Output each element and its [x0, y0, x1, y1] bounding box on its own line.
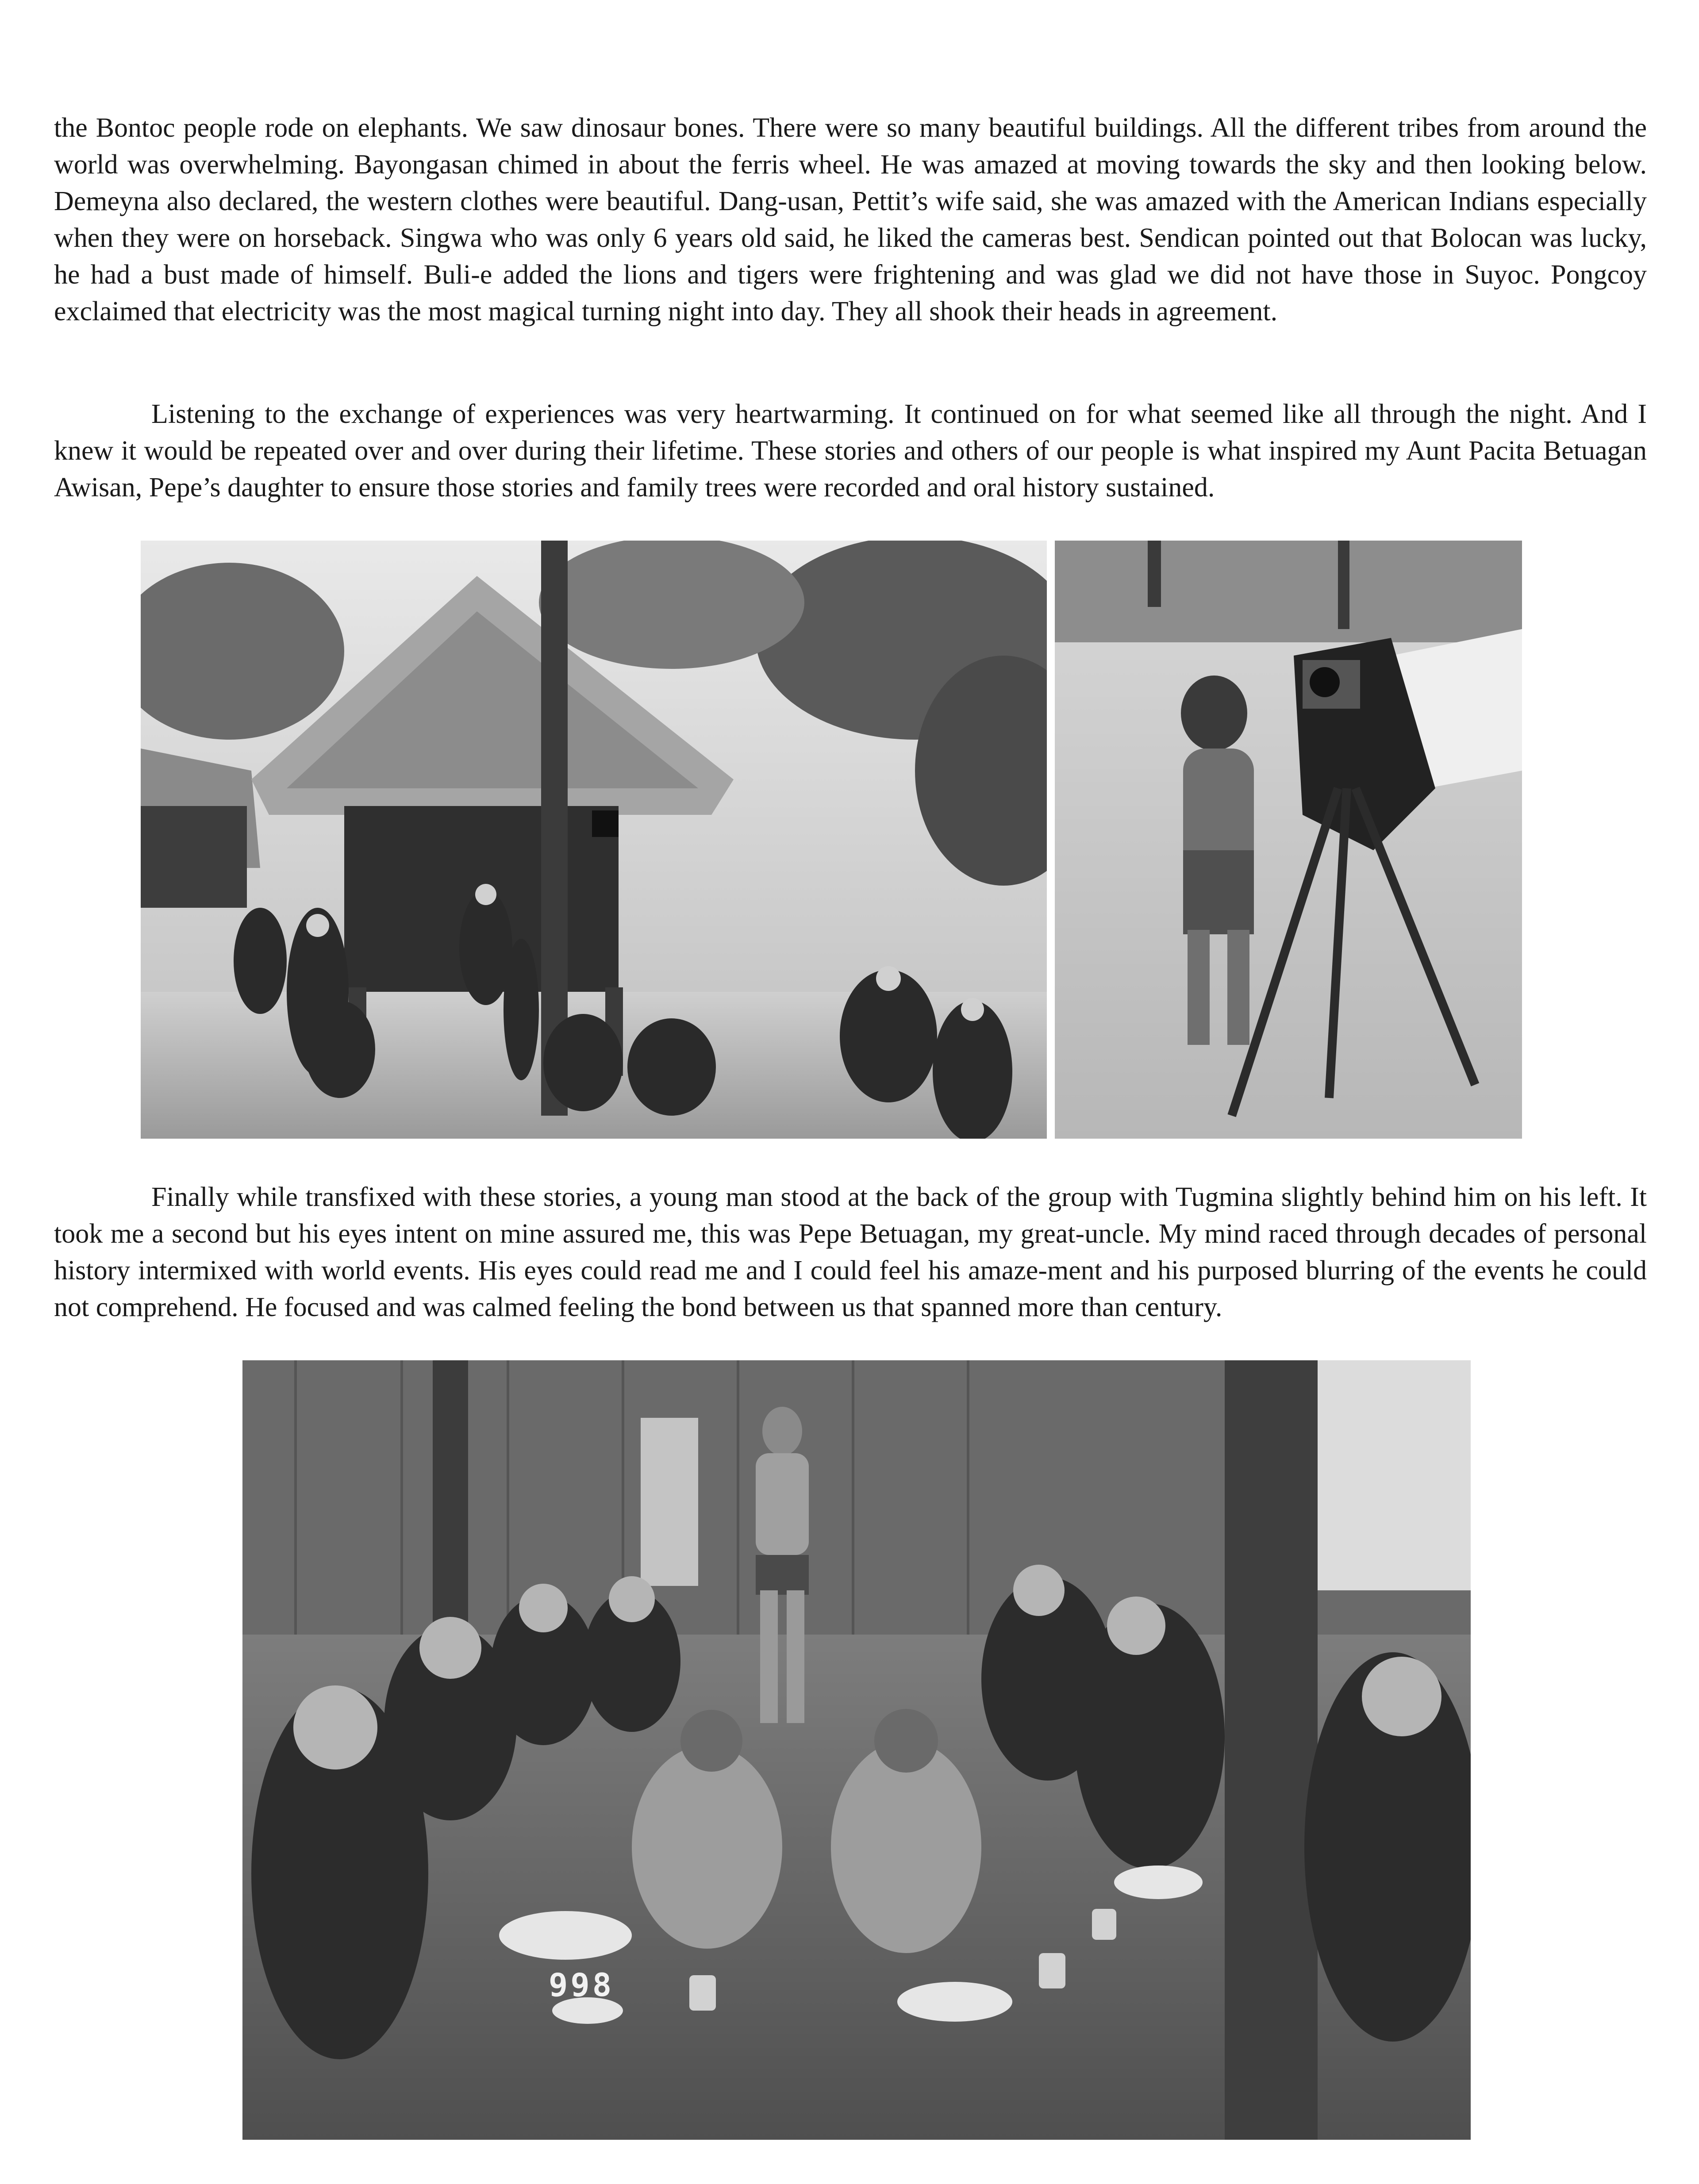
paragraph-bontoc-memories: the Bontoc people rode on elephants. We saw dinosaur bones. There were so many beautiful buildings. All the different tribes from around the world was overwhelming. Bayongasan chimed in about the ferris wheel. He was amazed at moving towards the sky and then looking below. Demeyna also declared, the western clothes were beautiful. Dang-usan, Pettit’s wife said, she was amazed with the American Indians especially when they were on horseback. Singwa who was only 6 years old said, he liked the cameras best. Sendican pointed out that Bolocan was lucky, he had a bust made of himself. Buli-e added the lions and tigers were frightening and was glad we did not have those in Suyoc. Pongcoy exclaimed that electricity was the most magical turning night into day. They all shook their heads in agreement. [54, 113, 1647, 326]
photo-catalog-number: 998 [549, 1966, 615, 2004]
paragraph-pepe-betuagan: Finally while transfixed with these stories, a young man stood at the back of the group with Tugmina slightly behind him on his left. It took me a second but his eyes intent on mine assured me, this was Pepe Betuagan, my great-uncle. My mind raced through decades of personal history intermixed with world events. His eyes could read me and I could feel his amaze-ment and his purposed blurring of the events he could not comprehend. He focused and was calmed feeling the bond between us that spanned more than century. [54, 1182, 1647, 1322]
photo-child-with-camera [1055, 541, 1522, 1139]
photo-group-meal-on-floor [242, 1360, 1471, 2140]
photo-hut-with-villagers [141, 541, 1047, 1139]
paragraph-heartwarming-exchange: Listening to the exchange of experiences was very heartwarming. It continued on for what seemed like all through the night. And I knew it would be repeated over and over during their lifetime. These stories and others of our people is what inspired my Aunt Pacita Betuagan Awisan, Pepe’s daughter to ensure those stories and family trees were recorded and oral history sustained. [54, 399, 1647, 503]
